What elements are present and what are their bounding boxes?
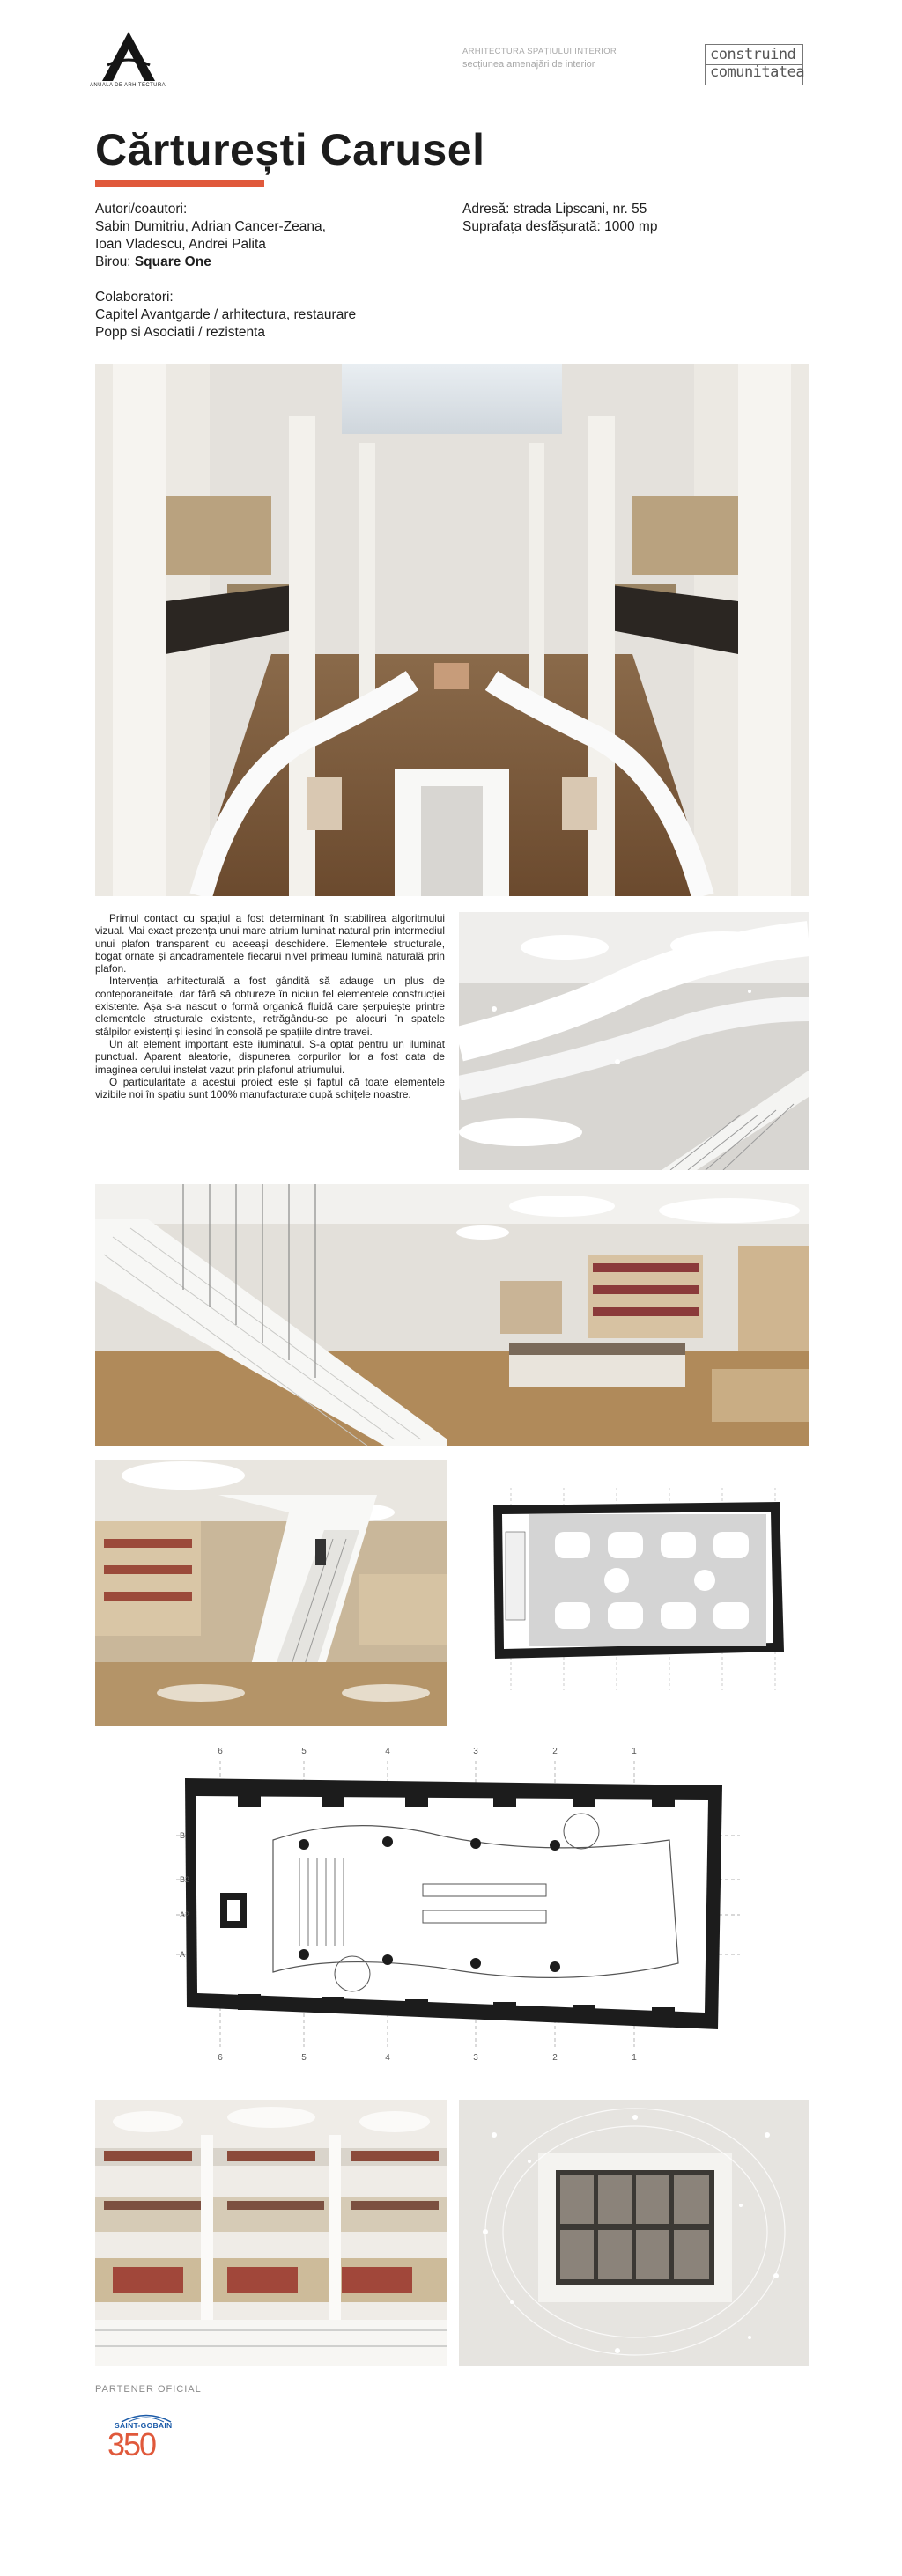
- address: Adresă: strada Lipscani, nr. 55: [462, 202, 647, 217]
- collaborators-line1: Capitel Avantgarde / arhitectura, restaurare: [95, 307, 357, 322]
- collaborators-block: [95, 289, 356, 342]
- plan-grid-label-4: 4: [385, 2053, 390, 2063]
- authors-line1: Sabin Dumitriu, Adrian Cancer-Zeana,: [95, 219, 326, 234]
- sculptural-stair-photo: [95, 1460, 447, 1726]
- atrium-photo: [95, 364, 809, 896]
- office-name: Square One: [134, 254, 211, 269]
- plan-grid-label-2: 2: [552, 2053, 558, 2063]
- collaborators-label: Colaboratori:: [95, 290, 174, 305]
- plan-grid-label-6: 6: [218, 2053, 223, 2063]
- plan-grid-label-A2: A2: [180, 1910, 190, 1919]
- sponsor-name: SAINT-GOBAIN: [115, 2421, 173, 2430]
- project-description: [95, 912, 445, 1100]
- plan-grid-label-6: 6: [218, 1747, 223, 1756]
- partner-logo-line2: comunitatea: [710, 63, 805, 81]
- ceiling-detail-photo: [459, 912, 809, 1170]
- section-category: ARHITECTURA SPAȚIULUI INTERIOR: [462, 47, 617, 56]
- paragraph-4: O particularitate a acestui proiect este și faptul că toate elementele vizibile noi în spatiu sunt 100% manufacturate după schițele noastre.: [95, 1075, 445, 1101]
- collaborators-line2: Popp si Asociatii / rezistenta: [95, 325, 265, 340]
- staircase-bookshelves-photo: [95, 1184, 809, 1446]
- floor-area: Suprafața desfășurată: 1000 mp: [462, 219, 658, 234]
- floor-plan-small: [476, 1479, 802, 1699]
- official-partner-label: PARTENER OFICIAL: [95, 2384, 202, 2395]
- project-title: Cărturești Carusel: [95, 125, 485, 174]
- project-details: [462, 201, 657, 236]
- plan-grid-label-3: 3: [473, 2053, 478, 2063]
- plan-grid-label-1: 1: [632, 1747, 637, 1756]
- authors-label: Autori/coautori:: [95, 202, 188, 217]
- gallery-levels-photo: [95, 2100, 447, 2366]
- plan-grid-label-5: 5: [301, 1747, 307, 1756]
- paragraph-1: Primul contact cu spațiul a fost determinant în stabilirea algoritmului vizual. Mai exact prezența unui mare atrium luminat natural prin intermediul unui plafon transparent cu aceeași deschidere. Elementele structurale, bogat ornate și ancadramentele fiecarui nivel primeau lumină naturală prin plafon.: [95, 912, 445, 975]
- skylight-photo: [459, 2100, 809, 2366]
- plan-grid-label-3: 3: [473, 1747, 478, 1756]
- plan-grid-label-5: 5: [301, 2053, 307, 2063]
- office-label: Birou:: [95, 254, 131, 269]
- title-underline: [95, 180, 264, 187]
- plan-grid-label-B: B: [180, 1831, 186, 1840]
- sponsor-number: 350: [107, 2426, 156, 2462]
- office-line: [95, 254, 356, 271]
- plan-grid-label-B2: B2: [180, 1875, 190, 1884]
- partner-logo-line1: construind: [710, 46, 796, 63]
- authors-block: [95, 201, 356, 271]
- section-subcategory: secțiunea amenajări de interior: [462, 59, 595, 70]
- construind-comunitatea-logo: [701, 44, 807, 86]
- plan-grid-label-2: 2: [552, 1747, 558, 1756]
- saint-gobain-logo: [107, 2412, 196, 2462]
- paragraph-3: Un alt element important este iluminatul. S-a optat pentru un iluminat punctual. Aparent aleatorie, dispunerea corpurilor lor a fost data de imaginea cerului instelat vazut prin plafonul atriumului.: [95, 1037, 445, 1076]
- plan-grid-label-1: 1: [632, 2053, 637, 2063]
- logo-caption: ANUALA DE ARHITECTURA: [89, 83, 166, 88]
- plan-grid-label-4: 4: [385, 1747, 390, 1756]
- credits: [95, 201, 356, 359]
- floor-plan-large: [176, 1743, 749, 2069]
- section-heading: [462, 46, 617, 70]
- paragraph-2: Intervenția arhitecturală a fost gândită să adauge un plus de conteporaneitate, dar fără să obtureze în niciun fel elementele construcției existente. Așa s-a nascut o formă organică fluidă care șerpuiește printre elementele structurale existente, retrăgându-se pe alocuri în spatele stâlpilor existenți și ieșind în consolă pe spațiile dintre travei.: [95, 975, 445, 1038]
- authors-line2: Ioan Vladescu, Andrei Palita: [95, 237, 266, 252]
- plan-grid-label-A: A: [180, 1950, 186, 1959]
